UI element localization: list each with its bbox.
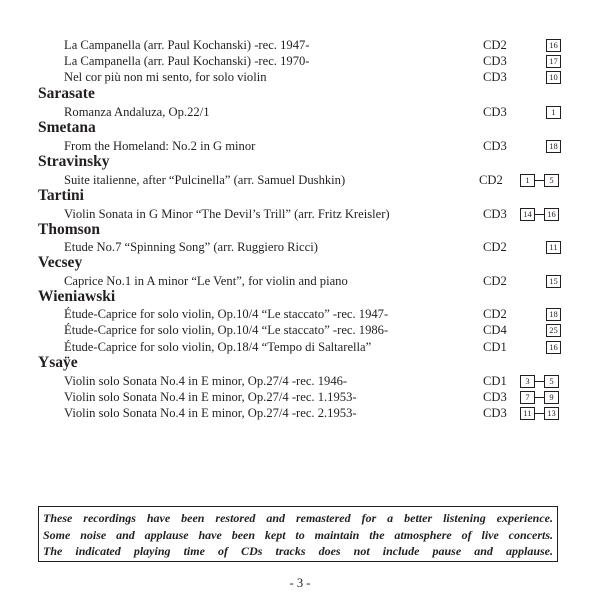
track-number-box: 11 <box>546 241 561 254</box>
track-numbers <box>520 106 560 119</box>
cd-label: CD2 <box>483 274 507 288</box>
track-numbers <box>520 375 560 388</box>
cd-label: CD3 <box>483 207 507 221</box>
track-range-dash <box>534 397 544 398</box>
track-row <box>0 373 600 390</box>
track-number-box: 25 <box>546 324 561 337</box>
cd-label: CD2 <box>479 173 503 187</box>
track-number-box: 11 <box>520 407 535 420</box>
work-title: Nel cor più non mi sento, for solo violin <box>64 70 267 84</box>
track-numbers <box>520 174 560 187</box>
composer-heading: Vecsey <box>38 254 83 271</box>
track-numbers <box>520 308 560 321</box>
track-number-box: 1 <box>546 106 561 119</box>
composer-heading: Tartini <box>38 187 84 204</box>
track-number-box: 16 <box>546 39 561 52</box>
track-numbers <box>520 275 560 288</box>
work-title: Étude-Caprice for solo violin, Op.10/4 “Le staccato” -rec. 1986- <box>64 323 389 337</box>
track-range-dash <box>535 214 544 215</box>
track-number-box: 13 <box>544 407 559 420</box>
track-numbers <box>520 341 560 354</box>
cd-label: CD3 <box>483 390 507 404</box>
cd-label: CD2 <box>483 38 507 52</box>
cd-label: CD1 <box>483 374 507 388</box>
track-number-box: 5 <box>544 375 559 388</box>
work-title: Violin Sonata in G Minor “The Devil’s Trill” (arr. Fritz Kreisler) <box>64 207 390 221</box>
work-title: From the Homeland: No.2 in G minor <box>64 139 256 153</box>
work-title: Étude-Caprice for solo violin, Op.18/4 “Tempo di Saltarella” <box>64 340 372 354</box>
cd-label: CD3 <box>483 406 507 420</box>
track-range-dash <box>534 180 544 181</box>
work-title: Étude-Caprice for solo violin, Op.10/4 “Le staccato” -rec. 1947- <box>64 307 389 321</box>
track-number-box: 16 <box>546 341 561 354</box>
work-title: La Campanella (arr. Paul Kochanski) -rec. 1947- <box>64 38 310 52</box>
track-numbers <box>520 140 560 153</box>
cd-label: CD3 <box>483 54 507 68</box>
track-number-box: 18 <box>546 308 561 321</box>
composer-heading: Thomson <box>38 221 101 238</box>
work-title: Romanza Andaluza, Op.22/1 <box>64 105 210 119</box>
work-title: Violin solo Sonata No.4 in E minor, Op.27/4 -rec. 2.1953- <box>64 406 357 420</box>
track-row <box>0 339 600 356</box>
cd-label: CD1 <box>483 340 507 354</box>
composer-heading: Smetana <box>38 119 96 136</box>
restoration-note <box>38 506 558 562</box>
work-title: Caprice No.1 in A minor “Le Vent”, for violin and piano <box>64 274 348 288</box>
track-row <box>0 53 600 70</box>
note-line: These recordings have been restored and remastered for a better listening experience. <box>43 511 553 525</box>
cd-label: CD3 <box>483 105 507 119</box>
track-number-box: 5 <box>544 174 559 187</box>
track-numbers <box>520 208 560 221</box>
track-row <box>0 389 600 406</box>
note-line: Some noise and applause have been kept to maintain the atmosphere of live concerts. <box>43 527 553 542</box>
track-number-box: 15 <box>546 275 561 288</box>
track-range-dash <box>534 381 544 382</box>
cd-label: CD2 <box>483 240 507 254</box>
composer-heading: Wieniawski <box>38 288 116 305</box>
track-number-box: 1 <box>520 174 535 187</box>
cd-label: CD3 <box>483 139 507 153</box>
track-numbers <box>520 39 560 52</box>
cd-label: CD3 <box>483 70 507 84</box>
track-row <box>0 322 600 339</box>
track-row <box>0 239 600 256</box>
track-range-dash <box>535 413 544 414</box>
cd-label: CD2 <box>483 307 507 321</box>
work-title: La Campanella (arr. Paul Kochanski) -rec. 1970- <box>64 54 310 68</box>
track-row <box>0 69 600 86</box>
work-title: Suite italienne, after “Pulcinella” (arr. Samuel Dushkin) <box>64 173 346 187</box>
track-number-box: 7 <box>520 391 535 404</box>
track-number-box: 18 <box>546 140 561 153</box>
track-number-box: 14 <box>520 208 535 221</box>
work-title: Violin solo Sonata No.4 in E minor, Op.27/4 -rec. 1946- <box>64 374 348 388</box>
composer-heading: Stravinsky <box>38 153 110 170</box>
track-number-box: 3 <box>520 375 535 388</box>
track-numbers <box>520 55 560 68</box>
track-numbers <box>520 241 560 254</box>
track-number-box: 10 <box>546 71 561 84</box>
track-numbers <box>520 391 560 404</box>
cd-label: CD4 <box>483 323 507 337</box>
track-numbers <box>520 71 560 84</box>
track-numbers <box>520 407 560 420</box>
composer-heading: Sarasate <box>38 85 95 102</box>
track-row <box>0 37 600 54</box>
note-line: The indicated playing time of CDs tracks does not include pause and applause. <box>43 544 553 559</box>
track-number-box: 17 <box>546 55 561 68</box>
track-numbers <box>520 324 560 337</box>
track-row <box>0 172 600 189</box>
track-number-box: 9 <box>544 391 559 404</box>
composer-heading: Ysaÿe <box>38 354 78 371</box>
page-number: - 3 - <box>289 576 311 590</box>
track-row <box>0 306 600 323</box>
track-row <box>0 405 600 422</box>
work-title: Violin solo Sonata No.4 in E minor, Op.27/4 -rec. 1.1953- <box>64 390 357 404</box>
track-number-box: 16 <box>544 208 559 221</box>
work-title: Etude No.7 “Spinning Song” (arr. Ruggiero Ricci) <box>64 240 318 254</box>
